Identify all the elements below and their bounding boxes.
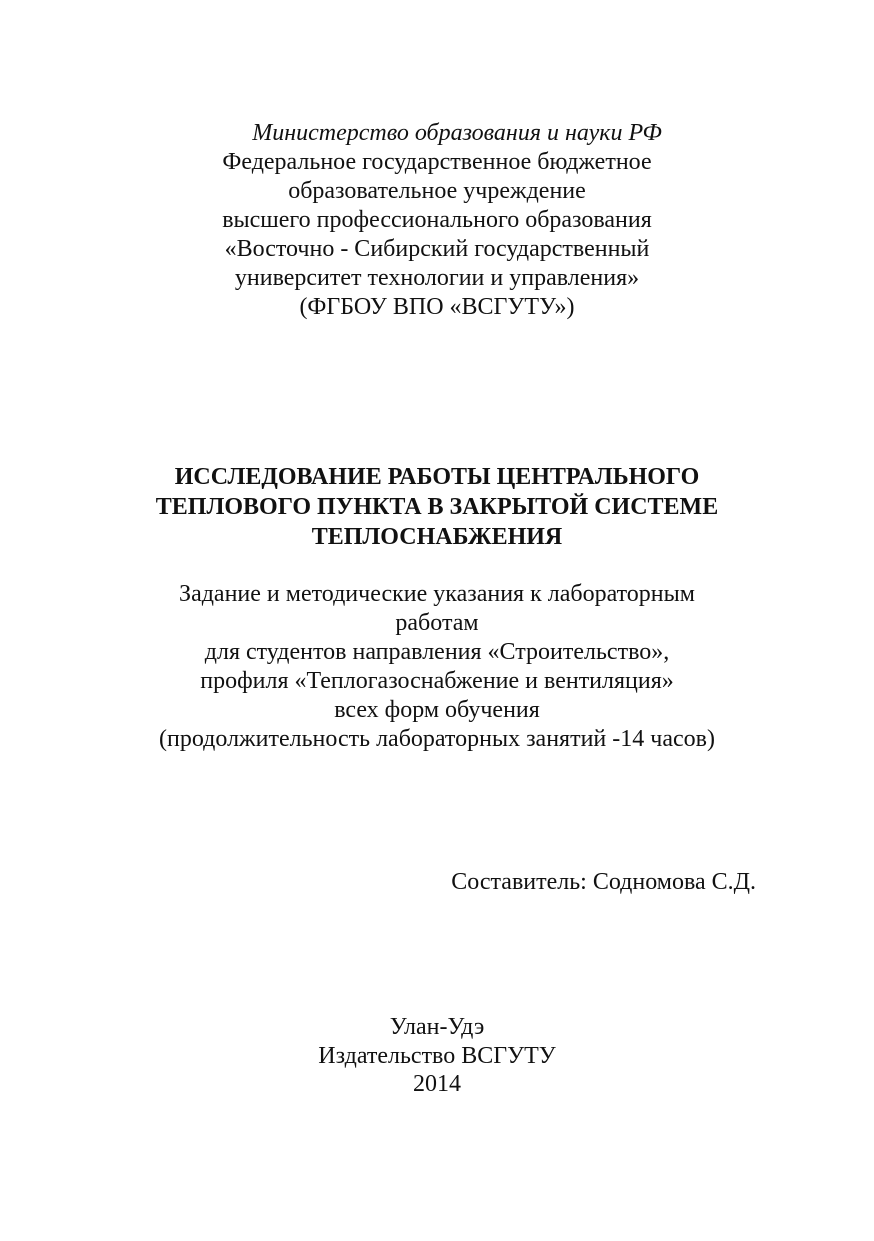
document-title-line-3: ТЕПЛОСНАБЖЕНИЯ [311,524,563,550]
document-title-line-2: ТЕПЛОВОГО ПУНКТА В ЗАКРЫТОЙ СИСТЕМЕ [155,494,719,520]
document-title-line-1: ИССЛЕДОВАНИЕ РАБОТЫ ЦЕНТРАЛЬНОГО [174,464,700,490]
institution-line-2: образовательное учреждение [288,178,586,204]
institution-line-6: (ФГБОУ ВПО «ВСГУТУ») [299,294,575,320]
subtitle-line-1: Задание и методические указания к лабораторным [179,581,695,607]
city-line: Улан-Удэ [389,1014,485,1040]
institution-line-4: «Восточно - Сибирский государственный [224,236,650,262]
subtitle-line-6: (продолжительность лабораторных занятий -14 часов) [159,726,715,752]
publisher-line: Издательство ВСГУТУ [318,1043,556,1069]
year-line: 2014 [413,1071,461,1097]
subtitle-line-3: для студентов направления «Строительство», [204,639,670,665]
institution-line-3: высшего профессионального образования [222,207,652,233]
subtitle-line-4: профиля «Теплогазоснабжение и вентиляция» [200,668,674,694]
ministry-line: Министерство образования и науки РФ [252,120,662,146]
subtitle-line-5: всех форм обучения [334,697,540,723]
subtitle-line-2: работам [395,610,479,636]
institution-line-5: университет технологии и управления» [234,265,640,291]
author-line: Составитель: Содномова С.Д. [451,869,756,895]
institution-line-1: Федеральное государственное бюджетное [222,149,652,175]
